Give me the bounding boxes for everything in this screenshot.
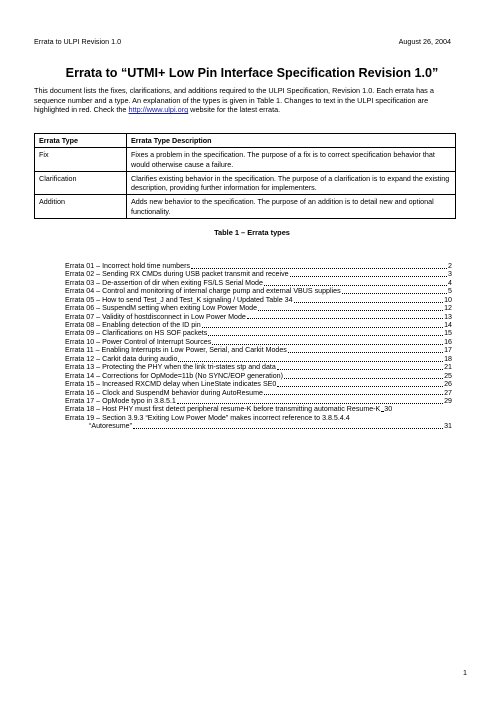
toc-entry[interactable] (65, 380, 452, 388)
toc-entry-page: 25 (444, 371, 452, 380)
toc-entry-page: 21 (444, 363, 452, 372)
table-cell-type: Addition (35, 195, 127, 219)
page-number: 1 (463, 668, 467, 677)
toc-dot-leader (177, 403, 443, 404)
toc-entry[interactable] (65, 338, 452, 346)
column-header-description: Errata Type Description (127, 134, 456, 148)
toc-dot-leader (247, 318, 443, 319)
toc-entry-page: 17 (444, 346, 452, 355)
toc-entry[interactable] (65, 287, 452, 295)
intro-text-after: website for the latest errata. (188, 105, 281, 115)
toc-entry-page: 13 (444, 312, 452, 321)
table-cell-description: Clarifies existing behavior in the specification. The purpose of a clarification is to expand the existing description, providing further information for implementers. (127, 171, 456, 195)
toc-entry-page: 12 (444, 304, 452, 313)
table-cell-type: Clarification (35, 171, 127, 195)
toc-entry-title: Errata 06 – SuspendM setting when exiting Low Power Mode (65, 304, 258, 313)
toc-entry-page: 14 (444, 321, 452, 330)
column-header-type: Errata Type (35, 134, 127, 148)
table-header-row (35, 134, 456, 148)
table-cell-description: Adds new behavior to the specification. The purpose of an addition is to detail new and optional functionality. (127, 195, 456, 219)
toc-entry[interactable] (65, 321, 452, 329)
toc-entry[interactable] (65, 372, 452, 380)
toc-entry[interactable] (65, 405, 452, 413)
page-header (34, 37, 451, 46)
toc-entry-page: 15 (444, 329, 452, 338)
toc-entry-title: Errata 05 – How to send Test_J and Test_K signaling / Updated Table 34 (65, 295, 293, 304)
table-caption: Table 1 – Errata types (214, 228, 290, 237)
toc-entry-title: Errata 19 – Section 3.9.3 “Exiting Low Power Mode” makes incorrect reference to 3.8.5.4.4 (65, 413, 350, 422)
toc-entry-page: 5 (448, 287, 452, 296)
intro-paragraph (34, 86, 459, 115)
toc-entry-title: Errata 01 – Incorrect hold time numbers (65, 261, 190, 270)
toc-entry[interactable] (65, 389, 452, 397)
toc-entry[interactable] (65, 363, 452, 371)
toc-dot-leader (208, 335, 443, 336)
toc-entry[interactable] (65, 270, 452, 278)
toc-entry[interactable] (65, 279, 452, 287)
toc-entry[interactable] (65, 330, 452, 338)
toc-entry-title: Errata 04 – Control and monitoring of internal charge pump and external VBUS supplies (65, 287, 341, 296)
table-cell-type: Fix (35, 148, 127, 172)
toc-entry[interactable] (65, 313, 452, 321)
table-row (35, 148, 456, 172)
toc-dot-leader (277, 369, 443, 370)
toc-entry-page: 16 (444, 337, 452, 346)
toc-entry-title: Errata 15 – Increased RXCMD delay when LineState indicates SE0 (65, 380, 277, 389)
document-title: Errata to “UTMI+ Low Pin Interface Specification Revision 1.0” (65, 66, 439, 80)
toc-entry[interactable] (65, 422, 452, 430)
toc-dot-leader (191, 268, 447, 269)
table-cell-description: Fixes a problem in the specification. The purpose of a fix is to correct specification behavior that would otherwise cause a failure. (127, 148, 456, 172)
toc-dot-leader (264, 285, 447, 286)
toc-entry-title: Errata 11 – Enabling Interrupts in Low Power, Serial, and Carkit Modes (65, 346, 287, 355)
table-row (35, 171, 456, 195)
toc-dot-leader (342, 293, 447, 294)
toc-dot-leader (258, 310, 443, 311)
toc-dot-leader (264, 394, 443, 395)
toc-entry-page: 29 (444, 396, 452, 405)
toc-dot-leader (202, 327, 443, 328)
toc-dot-leader (284, 378, 443, 379)
toc-entry-page: 2 (448, 261, 452, 270)
toc-entry-title: Errata 07 – Validity of hostdisconnect in Low Power Mode (65, 312, 246, 321)
toc-dot-leader (178, 361, 443, 362)
toc-entry-title: Errata 13 – Protecting the PHY when the link tri-states stp and data (65, 363, 276, 372)
toc-entry-page: 26 (444, 380, 452, 389)
toc-entry-title: Errata 12 – Carkit data during audio (65, 354, 178, 363)
toc-entry-title: Errata 10 – Power Control of Interrupt Sources (65, 337, 212, 346)
toc-dot-leader (290, 276, 447, 277)
toc-dot-leader (133, 428, 443, 429)
toc-entry-page: 10 (444, 295, 452, 304)
toc-entry[interactable] (65, 262, 452, 270)
toc-entry-page: 27 (444, 388, 452, 397)
toc-entry[interactable] (65, 397, 452, 405)
header-doc-title: Errata to ULPI Revision 1.0 (34, 37, 122, 46)
toc-entry-title: Errata 09 – Clarifications on HS SOF packets (65, 329, 208, 338)
toc-entry[interactable] (65, 304, 452, 312)
toc-dot-leader (381, 411, 383, 412)
toc-dot-leader (294, 302, 444, 303)
header-date: August 26, 2004 (398, 37, 451, 46)
toc-entry-title: Errata 17 – OpMode typo in 3.8.5.1 (65, 396, 176, 405)
toc-entry[interactable] (65, 296, 452, 304)
ulpi-website-link[interactable]: http://www.ulpi.org (128, 105, 189, 115)
toc-entry-page: 4 (448, 278, 452, 287)
toc-entry-page: 31 (444, 422, 452, 431)
table-row (35, 195, 456, 219)
toc-entry-title: “Autoresume” (89, 422, 132, 431)
toc-entry-title: Errata 02 – Sending RX CMDs during USB packet transmit and receive (65, 270, 289, 279)
errata-types-table (34, 133, 456, 219)
toc-entry-title: Errata 18 – Host PHY must first detect peripheral resume-K before transmitting automatic Resume-K (65, 405, 381, 414)
toc-entry-page: 18 (444, 354, 452, 363)
toc-dot-leader (277, 386, 443, 387)
toc-entry[interactable] (65, 355, 452, 363)
intro-text-before: This document lists the fixes, clarifications, and additions required to the ULPI Specification, Revision 1.0. Each errata has a sequence number and a type. An explanation of the types is given in Table 1. Changes to text in the ULPI specification are highlighted in red. Check the (34, 86, 434, 115)
toc-entry-title: Errata 14 – Corrections for OpMode=11b (No SYNC/EOP generation) (65, 371, 283, 380)
toc-entry[interactable] (65, 414, 452, 422)
toc-entry[interactable] (65, 346, 452, 354)
toc-entry-page: 3 (448, 270, 452, 279)
toc-entry-title: Errata 16 – Clock and SuspendM behavior during AutoResume (65, 388, 263, 397)
toc-dot-leader (212, 344, 443, 345)
table-of-contents (65, 262, 452, 431)
toc-entry-title: Errata 08 – Enabling detection of the ID pin (65, 321, 201, 330)
toc-entry-page: 30 (384, 405, 393, 414)
toc-entry-title: Errata 03 – De-assertion of dir when exiting FS/LS Serial Mode (65, 278, 263, 287)
toc-dot-leader (288, 352, 443, 353)
